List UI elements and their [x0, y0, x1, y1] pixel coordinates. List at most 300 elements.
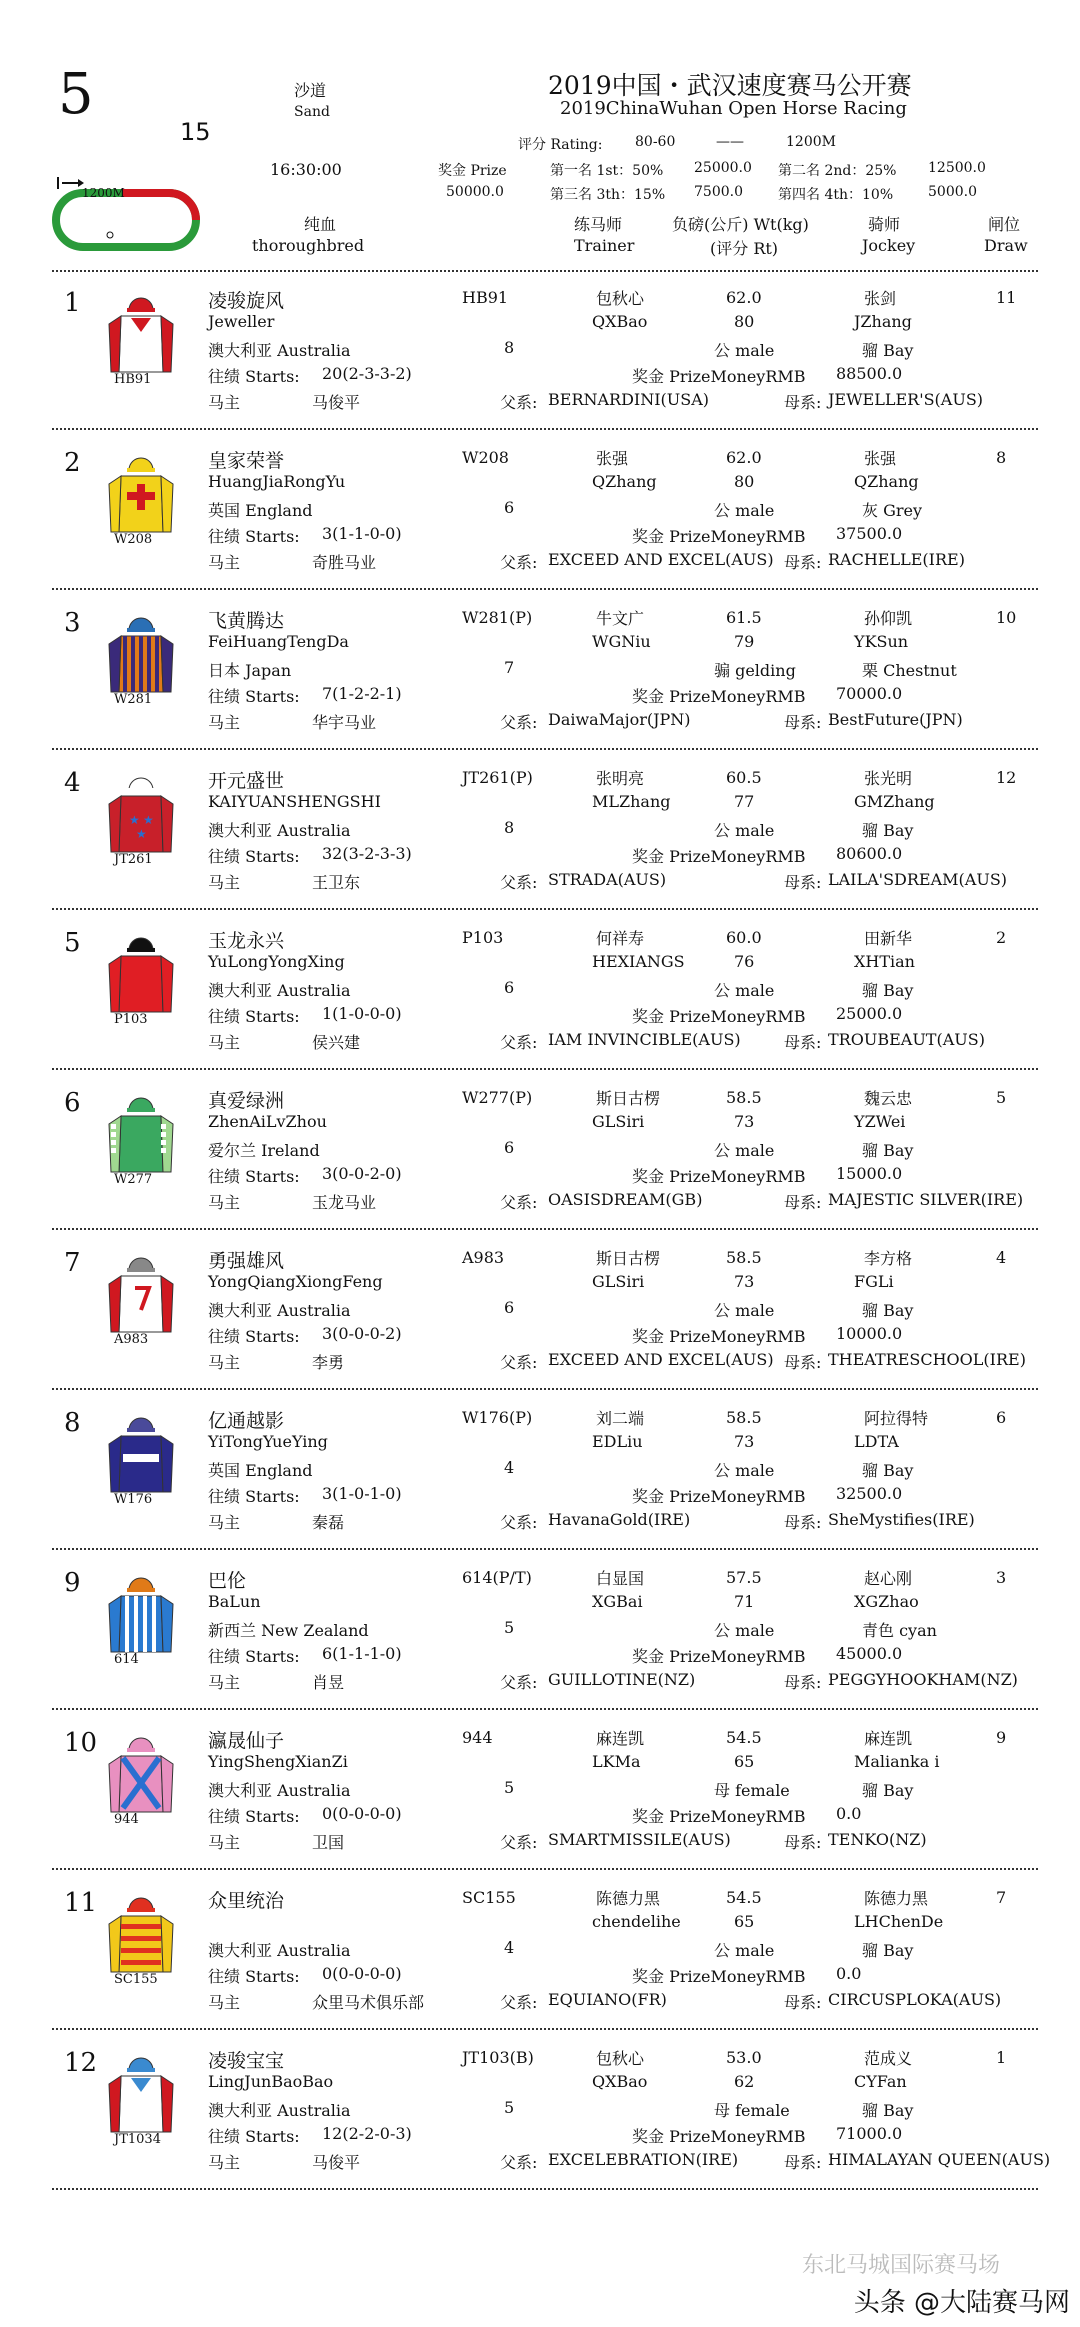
- race-title-en: 2019ChinaWuhan Open Horse Racing: [560, 98, 907, 119]
- race-entry: [0, 1558, 1080, 1718]
- entry-number: 10: [64, 1728, 98, 1758]
- rating-dash: ——: [716, 134, 744, 150]
- horse-sex: 公 male: [714, 821, 775, 840]
- starts-record: 3(0-0-2-0): [322, 1164, 402, 1183]
- sire: SMARTMISSILE(AUS): [548, 1830, 731, 1849]
- carried-weight: 58.5: [726, 1248, 762, 1267]
- jockey-cn: 阿拉得特: [864, 1409, 929, 1428]
- horse-color: 骝 Bay: [862, 1461, 914, 1480]
- owner-label: 马主: [208, 873, 241, 892]
- owner: 卫国: [312, 1833, 345, 1852]
- horse-sex: 母 female: [714, 1781, 790, 1800]
- entry-divider: [52, 908, 1038, 910]
- horse-name-cn: 亿通越影: [208, 1410, 285, 1432]
- jockey-cn: 孙仰凯: [864, 609, 913, 628]
- horse-rating: 71: [734, 1592, 755, 1611]
- horse-age: 5: [504, 2098, 515, 2117]
- horse-code: W208: [462, 448, 509, 467]
- breed-cn: 纯血: [304, 215, 337, 234]
- entry-divider: [52, 428, 1038, 430]
- horse-name-cn: 真爱绿洲: [208, 1090, 285, 1112]
- horse-age: 6: [504, 498, 515, 517]
- horse-color: 青色 cyan: [862, 1621, 937, 1640]
- sire: OASISDREAM(GB): [548, 1190, 703, 1209]
- entry-divider: [52, 1388, 1038, 1390]
- prize-money: 0.0: [836, 1804, 862, 1823]
- entry-divider: [52, 1708, 1038, 1710]
- trainer-cn: 白显国: [596, 1569, 645, 1588]
- horse-color: 骝 Bay: [862, 1301, 914, 1320]
- entry-divider: [52, 748, 1038, 750]
- jockey-en: YZWei: [854, 1112, 906, 1131]
- horse-name-en: HuangJiaRongYu: [208, 472, 346, 491]
- dam-label: 母系:: [784, 1193, 822, 1212]
- silk-code: W176: [114, 1492, 153, 1507]
- silk-code: W208: [114, 532, 153, 547]
- trainer-cn: 包秋心: [596, 2049, 645, 2068]
- breed-en: thoroughbred: [252, 236, 365, 255]
- race-entry: [0, 278, 1080, 438]
- horse-name-cn: 皇家荣誉: [208, 450, 285, 472]
- prize-money-label: 奖金 PrizeMoneyRMB: [632, 2127, 806, 2146]
- horse-country: 日本 Japan: [208, 661, 292, 680]
- horse-rating: 76: [734, 952, 755, 971]
- jockey-cn: 陈德力黑: [864, 1889, 929, 1908]
- header-divider: [52, 270, 1038, 272]
- rating-label: 评分 Rating:: [518, 137, 603, 153]
- horse-sex: 母 female: [714, 2101, 790, 2120]
- entry-divider: [52, 1068, 1038, 1070]
- prize-money: 70000.0: [836, 684, 903, 703]
- dam: RACHELLE(IRE): [828, 550, 965, 569]
- col-draw-en: Draw: [984, 236, 1028, 255]
- dam-label: 母系:: [784, 873, 822, 892]
- svg-text:★: ★: [129, 813, 140, 827]
- starts-record: 0(0-0-0-0): [322, 1964, 402, 1983]
- trainer-en: GLSiri: [592, 1272, 645, 1291]
- owner: 华宇马业: [312, 713, 377, 732]
- starts-label: 往绩 Starts:: [208, 847, 300, 866]
- dam-label: 母系:: [784, 1513, 822, 1532]
- entry-divider: [52, 2028, 1038, 2030]
- horse-name-cn: 勇强雄风: [208, 1250, 285, 1272]
- second-label: 第二名 2nd：25%: [778, 163, 897, 179]
- col-jockey-en: Jockey: [862, 236, 916, 255]
- jockey-cn: 张光明: [864, 769, 913, 788]
- prize-money: 25000.0: [836, 1004, 903, 1023]
- horse-country: 澳大利亚 Australia: [208, 821, 351, 840]
- horse-rating: 62: [734, 2072, 755, 2091]
- dam: MAJESTIC SILVER(IRE): [828, 1190, 1024, 1209]
- horse-name-en: ZhenAiLvZhou: [208, 1112, 327, 1131]
- trainer-en: MLZhang: [592, 792, 671, 811]
- entry-number: 4: [64, 768, 81, 798]
- horse-sex: 公 male: [714, 341, 775, 360]
- draw: 5: [996, 1088, 1007, 1107]
- trainer-cn: 何祥寿: [596, 929, 645, 948]
- race-entry: [0, 1238, 1080, 1398]
- starts-record: 0(0-0-0-0): [322, 1804, 402, 1823]
- horse-name-cn: 开元盛世: [208, 770, 285, 792]
- sire: EXCEED AND EXCEL(AUS): [548, 1350, 774, 1369]
- starts-label: 往绩 Starts:: [208, 2127, 300, 2146]
- starts-record: 6(1-1-1-0): [322, 1644, 402, 1663]
- carried-weight: 60.0: [726, 928, 762, 947]
- jockey-cn: 张剑: [864, 289, 897, 308]
- horse-sex: 公 male: [714, 501, 775, 520]
- horse-sex: 公 male: [714, 1301, 775, 1320]
- prize-money-label: 奖金 PrizeMoneyRMB: [632, 847, 806, 866]
- prize-money: 71000.0: [836, 2124, 903, 2143]
- horse-rating: 80: [734, 472, 755, 491]
- horse-age: 7: [504, 658, 515, 677]
- second-value: 12500.0: [928, 160, 986, 176]
- dam-label: 母系:: [784, 713, 822, 732]
- horse-color: 骝 Bay: [862, 2101, 914, 2120]
- horse-age: 8: [504, 818, 515, 837]
- dam: HIMALAYAN QUEEN(AUS): [828, 2150, 1051, 2169]
- carried-weight: 54.5: [726, 1728, 762, 1747]
- prize-money: 37500.0: [836, 524, 903, 543]
- horse-age: 6: [504, 1138, 515, 1157]
- prize-money: 10000.0: [836, 1324, 903, 1343]
- horse-country: 澳大利亚 Australia: [208, 1781, 351, 1800]
- horse-age: 5: [504, 1618, 515, 1637]
- horse-code: 944: [462, 1728, 493, 1747]
- starts-label: 往绩 Starts:: [208, 1327, 300, 1346]
- jockey-cn: 田新华: [864, 929, 913, 948]
- track-diagram-icon: [52, 175, 202, 251]
- prize-total: 50000.0: [446, 184, 504, 200]
- dam: PEGGYHOOKHAM(NZ): [828, 1670, 1018, 1689]
- col-weight-cn: 负磅(公斤) Wt(kg): [672, 215, 809, 234]
- horse-color: 骝 Bay: [862, 1941, 914, 1960]
- trainer-en: EDLiu: [592, 1432, 643, 1451]
- starts-label: 往绩 Starts:: [208, 527, 300, 546]
- sire: DaiwaMajor(JPN): [548, 710, 691, 729]
- dam-label: 母系:: [784, 2153, 822, 2172]
- carried-weight: 62.0: [726, 288, 762, 307]
- race-entry: [0, 1878, 1080, 2038]
- owner-label: 马主: [208, 1353, 241, 1372]
- trainer-en: XGBai: [592, 1592, 643, 1611]
- runner-count: 15: [180, 118, 211, 146]
- draw: 11: [996, 288, 1017, 307]
- sire-label: 父系:: [500, 713, 538, 732]
- trainer-cn: 刘二端: [596, 1409, 645, 1428]
- jockey-en: LHChenDe: [854, 1912, 944, 1931]
- trainer-en: QZhang: [592, 472, 657, 491]
- svg-text:★: ★: [143, 813, 154, 827]
- race-title-cn: 2019中国・武汉速度赛马公开赛: [548, 71, 912, 100]
- prize-money-label: 奖金 PrizeMoneyRMB: [632, 1487, 806, 1506]
- horse-name-en: LingJunBaoBao: [208, 2072, 334, 2091]
- horse-code: JT103(B): [462, 2048, 534, 2067]
- dam-label: 母系:: [784, 1833, 822, 1852]
- starts-label: 往绩 Starts:: [208, 1487, 300, 1506]
- jockey-en: FGLi: [854, 1272, 894, 1291]
- sire-label: 父系:: [500, 393, 538, 412]
- starts-label: 往绩 Starts:: [208, 1647, 300, 1666]
- prize-money-label: 奖金 PrizeMoneyRMB: [632, 527, 806, 546]
- horse-age: 6: [504, 978, 515, 997]
- col-trainer-en: Trainer: [574, 236, 635, 255]
- jockey-en: XHTian: [854, 952, 915, 971]
- entry-divider: [52, 1548, 1038, 1550]
- starts-label: 往绩 Starts:: [208, 1007, 300, 1026]
- starts-record: 32(3-2-3-3): [322, 844, 412, 863]
- entry-divider: [52, 1868, 1038, 1870]
- dam: LAILA'SDREAM(AUS): [828, 870, 1008, 889]
- sire: EQUIANO(FR): [548, 1990, 667, 2009]
- trainer-cn: 斯日古楞: [596, 1249, 661, 1268]
- horse-code: A983: [462, 1248, 505, 1267]
- horse-rating: 77: [734, 792, 755, 811]
- horse-name-en: YiTongYueYing: [208, 1432, 328, 1451]
- horse-country: 英国 England: [208, 1461, 313, 1480]
- sire-label: 父系:: [500, 1033, 538, 1052]
- horse-age: 4: [504, 1938, 515, 1957]
- horse-code: W176(P): [462, 1408, 533, 1427]
- draw: 9: [996, 1728, 1007, 1747]
- jockey-cn: 李方格: [864, 1249, 913, 1268]
- horse-color: 骝 Bay: [862, 821, 914, 840]
- jockey-en: XGZhao: [854, 1592, 919, 1611]
- sire: STRADA(AUS): [548, 870, 667, 889]
- horse-name-en: BaLun: [208, 1592, 261, 1611]
- third-value: 7500.0: [694, 184, 743, 200]
- draw: 7: [996, 1888, 1007, 1907]
- sire: HavanaGold(IRE): [548, 1510, 691, 1529]
- starts-label: 往绩 Starts:: [208, 687, 300, 706]
- owner: 玉龙马业: [312, 1193, 377, 1212]
- owner-label: 马主: [208, 1513, 241, 1532]
- owner: 马俊平: [312, 2153, 361, 2172]
- sire-label: 父系:: [500, 2153, 538, 2172]
- prize-money: 15000.0: [836, 1164, 903, 1183]
- carried-weight: 62.0: [726, 448, 762, 467]
- horse-age: 6: [504, 1298, 515, 1317]
- horse-name-cn: 飞黄腾达: [208, 610, 285, 632]
- jockey-en: YKSun: [854, 632, 909, 651]
- race-number: 5: [58, 62, 94, 127]
- draw: 1: [996, 2048, 1007, 2067]
- horse-color: 灰 Grey: [862, 501, 923, 520]
- horse-country: 澳大利亚 Australia: [208, 2101, 351, 2120]
- race-entry: [0, 598, 1080, 758]
- jockey-cn: 张强: [864, 449, 897, 468]
- entry-divider: [52, 588, 1038, 590]
- owner-label: 马主: [208, 553, 241, 572]
- draw: 6: [996, 1408, 1007, 1427]
- horse-name-cn: 凌骏旋风: [208, 290, 285, 312]
- jockey-cn: 范成义: [864, 2049, 913, 2068]
- starts-record: 7(1-2-2-1): [322, 684, 402, 703]
- horse-sex: 公 male: [714, 981, 775, 1000]
- race-distance: 1200M: [786, 134, 836, 150]
- starts-record: 12(2-2-0-3): [322, 2124, 412, 2143]
- rating-value: 80-60: [635, 134, 676, 150]
- dam: TENKO(NZ): [828, 1830, 927, 1849]
- horse-sex: 公 male: [714, 1461, 775, 1480]
- dam: SheMystifies(IRE): [828, 1510, 975, 1529]
- jockey-en: LDTA: [854, 1432, 899, 1451]
- horse-name-cn: 瀛晟仙子: [208, 1730, 285, 1752]
- entry-number: 9: [64, 1568, 81, 1598]
- sire: EXCEED AND EXCEL(AUS): [548, 550, 774, 569]
- dam-label: 母系:: [784, 1993, 822, 2012]
- sire: BERNARDINI(USA): [548, 390, 710, 409]
- starts-record: 3(0-0-0-2): [322, 1324, 402, 1343]
- horse-rating: 65: [734, 1912, 755, 1931]
- starts-record: 20(2-3-3-2): [322, 364, 412, 383]
- entry-number: 5: [64, 928, 81, 958]
- starts-label: 往绩 Starts:: [208, 1167, 300, 1186]
- jockey-cn: 魏云忠: [864, 1089, 913, 1108]
- starts-label: 往绩 Starts:: [208, 1967, 300, 1986]
- trainer-en: QXBao: [592, 2072, 648, 2091]
- race-entry: [0, 758, 1080, 918]
- race-entry: [0, 1718, 1080, 1878]
- horse-code: P103: [462, 928, 504, 947]
- race-entry: [0, 1398, 1080, 1558]
- prize-money-label: 奖金 PrizeMoneyRMB: [632, 1167, 806, 1186]
- owner: 肖昱: [312, 1673, 345, 1692]
- horse-age: 4: [504, 1458, 515, 1477]
- jockey-en: CYFan: [854, 2072, 907, 2091]
- svg-text:★: ★: [136, 827, 147, 841]
- trainer-cn: 陈德力黑: [596, 1889, 661, 1908]
- horse-country: 澳大利亚 Australia: [208, 1941, 351, 1960]
- horse-rating: 73: [734, 1112, 755, 1131]
- entry-number: 3: [64, 608, 81, 638]
- dam: CIRCUSPLOKA(AUS): [828, 1990, 1002, 2009]
- trainer-en: HEXIANGS: [592, 952, 685, 971]
- sire-label: 父系:: [500, 1993, 538, 2012]
- prize-money-label: 奖金 PrizeMoneyRMB: [632, 1007, 806, 1026]
- first-value: 25000.0: [694, 160, 752, 176]
- prize-money-label: 奖金 PrizeMoneyRMB: [632, 1807, 806, 1826]
- entry-number: 7: [64, 1248, 81, 1278]
- sire-label: 父系:: [500, 1353, 538, 1372]
- fourth-value: 5000.0: [928, 184, 977, 200]
- horse-age: 5: [504, 1778, 515, 1797]
- horse-age: 8: [504, 338, 515, 357]
- prize-money: 32500.0: [836, 1484, 903, 1503]
- horse-code: 614(P/T): [462, 1568, 532, 1587]
- horse-rating: 79: [734, 632, 755, 651]
- silk-code: A983: [114, 1332, 149, 1347]
- prize-money: 80600.0: [836, 844, 903, 863]
- entry-number: 2: [64, 448, 81, 478]
- dam: THEATRESCHOOL(IRE): [828, 1350, 1026, 1369]
- horse-code: HB91: [462, 288, 509, 307]
- starts-record: 1(1-0-0-0): [322, 1004, 402, 1023]
- sire: EXCELEBRATION(IRE): [548, 2150, 739, 2169]
- prize-money-label: 奖金 PrizeMoneyRMB: [632, 1647, 806, 1666]
- prize-money-label: 奖金 PrizeMoneyRMB: [632, 687, 806, 706]
- surface-en: Sand: [294, 104, 330, 120]
- horse-code: W281(P): [462, 608, 533, 627]
- prize-money: 0.0: [836, 1964, 862, 1983]
- jockey-cn: 赵心刚: [864, 1569, 913, 1588]
- prize-label: 奖金 Prize: [438, 163, 507, 179]
- horse-name-cn: 凌骏宝宝: [208, 2050, 285, 2072]
- dam-label: 母系:: [784, 1353, 822, 1372]
- owner-label: 马主: [208, 393, 241, 412]
- col-weight-en: (评分 Rt): [710, 239, 779, 258]
- race-entry: [0, 1078, 1080, 1238]
- silk-code: JT261: [114, 852, 153, 867]
- carried-weight: 61.5: [726, 608, 762, 627]
- starts-label: 往绩 Starts:: [208, 367, 300, 386]
- third-label: 第三名 3th：15%: [550, 187, 666, 203]
- entry-number: 6: [64, 1088, 81, 1118]
- owner-label: 马主: [208, 1673, 241, 1692]
- horse-color: 栗 Chestnut: [862, 661, 957, 680]
- dam-label: 母系:: [784, 393, 822, 412]
- owner: 众里马术俱乐部: [312, 1993, 425, 2012]
- draw: 12: [996, 768, 1017, 787]
- horse-country: 澳大利亚 Australia: [208, 1301, 351, 1320]
- sire-label: 父系:: [500, 1673, 538, 1692]
- horse-rating: 73: [734, 1272, 755, 1291]
- horse-color: 骝 Bay: [862, 1141, 914, 1160]
- draw: 2: [996, 928, 1007, 947]
- trainer-cn: 斯日古楞: [596, 1089, 661, 1108]
- sire-label: 父系:: [500, 1833, 538, 1852]
- horse-name-cn: 众里统治: [208, 1890, 285, 1912]
- horse-sex: 公 male: [714, 1941, 775, 1960]
- prize-money-label: 奖金 PrizeMoneyRMB: [632, 367, 806, 386]
- entry-number: 1: [64, 288, 81, 318]
- entry-number: 11: [64, 1888, 98, 1918]
- first-label: 第一名 1st：50%: [550, 163, 664, 179]
- trainer-en: chendelihe: [592, 1912, 681, 1931]
- horse-country: 英国 England: [208, 501, 313, 520]
- draw: 4: [996, 1248, 1007, 1267]
- horse-country: 澳大利亚 Australia: [208, 981, 351, 1000]
- starts-label: 往绩 Starts:: [208, 1807, 300, 1826]
- horse-name-cn: 玉龙永兴: [208, 930, 285, 952]
- owner-label: 马主: [208, 1833, 241, 1852]
- trainer-en: LKMa: [592, 1752, 641, 1771]
- silk-code: SC155: [114, 1972, 158, 1987]
- horse-code: SC155: [462, 1888, 516, 1907]
- sire-label: 父系:: [500, 1193, 538, 1212]
- col-jockey-cn: 骑师: [868, 215, 901, 234]
- col-draw-cn: 闸位: [988, 215, 1021, 234]
- starts-record: 3(1-0-1-0): [322, 1484, 402, 1503]
- horse-rating: 73: [734, 1432, 755, 1451]
- horse-sex: 骟 gelding: [714, 661, 796, 680]
- entry-divider: [52, 1228, 1038, 1230]
- carried-weight: 60.5: [726, 768, 762, 787]
- horse-name-en: YuLongYongXing: [208, 952, 345, 971]
- dam-label: 母系:: [784, 553, 822, 572]
- jockey-en: JZhang: [854, 312, 912, 331]
- entry-number: 8: [64, 1408, 81, 1438]
- silk-code: P103: [114, 1012, 148, 1027]
- owner: 侯兴建: [312, 1033, 361, 1052]
- jockey-en: GMZhang: [854, 792, 935, 811]
- col-trainer-cn: 练马师: [574, 215, 623, 234]
- owner-label: 马主: [208, 2153, 241, 2172]
- horse-name-en: KAIYUANSHENGSHI: [208, 792, 381, 811]
- trainer-cn: 麻连凯: [596, 1729, 645, 1748]
- horse-name-cn: 巴伦: [208, 1570, 247, 1592]
- owner: 秦磊: [312, 1513, 345, 1532]
